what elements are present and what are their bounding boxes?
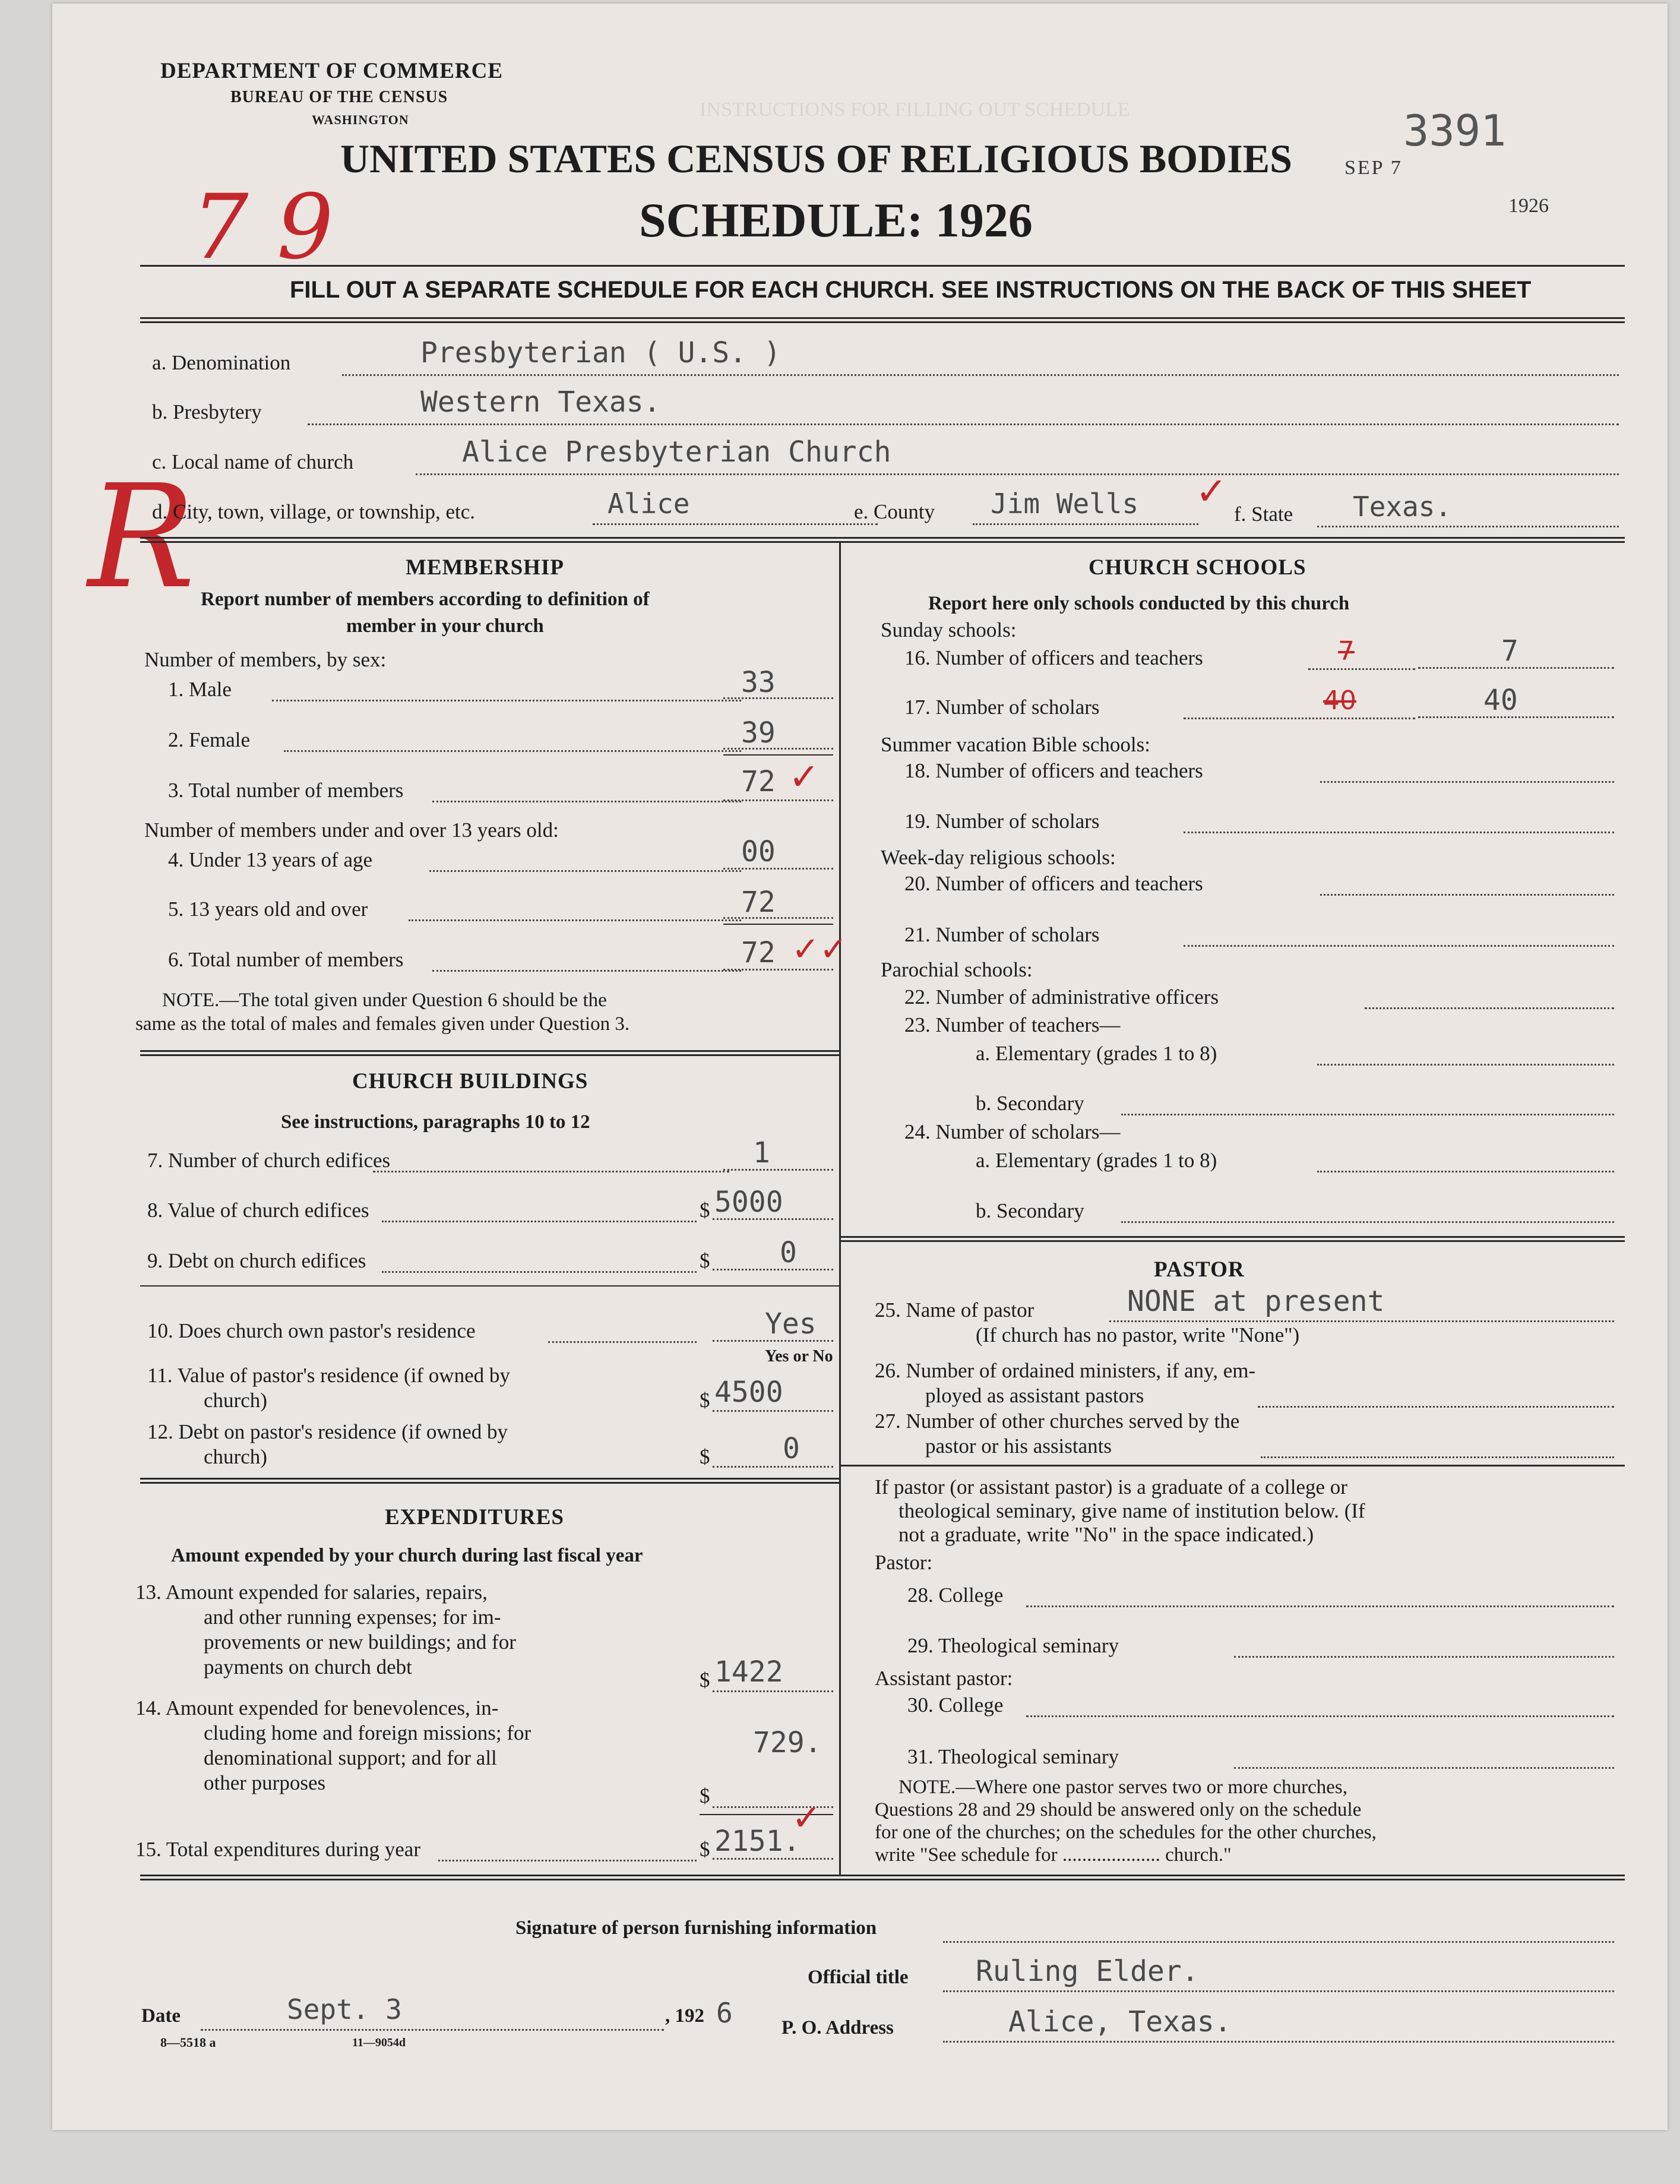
q26-label-line1: 26. Number of ordained ministers, if any, em- (875, 1359, 1256, 1382)
po-address-value[interactable]: Alice, Texas. (1008, 2005, 1232, 2038)
q25-value[interactable]: NONE at present (1127, 1285, 1385, 1318)
membership-note-line2: same as the total of males and females given under Question 3. (135, 1013, 630, 1035)
q16-label: 16. Number of officers and teachers (904, 646, 1203, 669)
q28-label: 28. College (907, 1584, 1004, 1607)
q15-check-mark: ✓ (792, 1797, 822, 1839)
signature-label: Signature of person furnishing information (515, 1917, 877, 1939)
pastor-subheading: Pastor: (875, 1551, 933, 1574)
pastor-note-line3: for one of the churches; on the schedules for the other churches, (875, 1822, 1377, 1843)
q12-label-line2: church) (204, 1445, 267, 1468)
church-buildings-heading: CHURCH BUILDINGS (352, 1069, 589, 1093)
q8-value[interactable]: 5000 (714, 1186, 783, 1219)
q7-value[interactable]: 1 (753, 1136, 770, 1170)
q9-value[interactable]: 0 (780, 1236, 797, 1269)
department-name: DEPARTMENT OF COMMERCE (160, 59, 504, 83)
q10-label: 10. Does church own pastor's residence (147, 1319, 476, 1342)
handwritten-r-mark: R (88, 454, 195, 620)
summer-schools-label: Summer vacation Bible schools: (881, 733, 1150, 756)
q27-label-line1: 27. Number of other churches served by the (875, 1409, 1240, 1433)
church-name-value[interactable]: Alice Presbyterian Church (462, 435, 891, 469)
form-schedule-year: SCHEDULE: 1926 (639, 193, 1033, 247)
red-check-mark: ✓ (1195, 470, 1227, 514)
state-value[interactable]: Texas. (1353, 491, 1452, 523)
q23-label: 23. Number of teachers— (904, 1013, 1121, 1036)
q27-label-line2: pastor or his assistants (925, 1434, 1112, 1458)
assistant-pastor-subheading: Assistant pastor: (875, 1667, 1013, 1690)
q14-label-line4: other purposes (204, 1771, 326, 1794)
q18-label: 18. Number of officers and teachers (904, 759, 1203, 782)
q11-dollar-sign: $ (700, 1389, 710, 1412)
date-year-prefix: , 192 (665, 2005, 704, 2027)
received-date-stamp: SEP 7 (1344, 157, 1403, 179)
pastor-note-line4: write "See schedule for .................... church." (875, 1844, 1232, 1866)
q3-check-mark: ✓ (789, 755, 820, 798)
bureau-name: BUREAU OF THE CENSUS (230, 88, 448, 106)
county-value[interactable]: Jim Wells (991, 488, 1139, 520)
q15-value[interactable]: 2151. (714, 1825, 801, 1858)
q16-value[interactable]: 7 (1501, 634, 1518, 668)
q10-answer-hint: Yes or No (765, 1347, 833, 1366)
q1-label: 1. Male (168, 678, 232, 701)
q14-label-line3: denominational support; and for all (204, 1746, 497, 1769)
q14-value[interactable]: 729. (753, 1726, 822, 1759)
q14-dollar-sign: $ (700, 1784, 710, 1807)
q11-label-line1: 11. Value of pastor's residence (if owned by (147, 1364, 510, 1387)
serial-number: 3391 (1403, 106, 1507, 156)
q31-label: 31. Theological seminary (907, 1745, 1119, 1768)
q13-label-line1: 13. Amount expended for salaries, repairs, (135, 1581, 488, 1604)
parochial-schools-label: Parochial schools: (881, 958, 1033, 981)
q17-label: 17. Number of scholars (904, 696, 1100, 719)
q13-label-line3: provements or new buildings; and for (204, 1630, 516, 1654)
instructions-banner: FILL OUT A SEPARATE SCHEDULE FOR EACH CHURCH. SEE INSTRUCTIONS ON THE BACK OF THIS SHEET (290, 277, 1532, 303)
denomination-value[interactable]: Presbyterian ( U.S. ) (420, 336, 781, 369)
members-by-sex-label: Number of members, by sex: (144, 648, 387, 671)
city-label: d. City, town, village, or township, etc. (152, 500, 476, 523)
members-by-age-label: Number of members under and over 13 years old: (144, 818, 559, 842)
q9-dollar-sign: $ (700, 1249, 710, 1272)
q25-label: 25. Name of pastor (875, 1298, 1034, 1322)
graduate-note-line3: not a graduate, write "No" in the space indicated.) (898, 1523, 1314, 1546)
q4-value[interactable]: 00 (741, 835, 776, 868)
date-year-suffix[interactable]: 6 (716, 1997, 733, 2029)
pastor-heading: PASTOR (1154, 1257, 1245, 1282)
church-schools-heading: CHURCH SCHOOLS (1089, 555, 1306, 580)
denomination-label: a. Denomination (152, 351, 291, 374)
presbytery-label: b. Presbytery (152, 400, 262, 423)
q13-label-line2: and other running expenses; for im- (204, 1605, 501, 1629)
q6-label: 6. Total number of members (168, 948, 404, 971)
graduate-note-line1: If pastor (or assistant pastor) is a graduate of a college or (875, 1475, 1347, 1499)
church-name-label: c. Local name of church (152, 450, 354, 473)
q1-value[interactable]: 33 (741, 666, 776, 699)
state-label: f. State (1234, 502, 1293, 526)
received-year-stamp: 1926 (1508, 195, 1549, 217)
church-buildings-instruction: See instructions, paragraphs 10 to 12 (281, 1111, 590, 1133)
membership-instruction-line1: Report number of members according to definition of (201, 589, 650, 610)
q14-label-line1: 14. Amount expended for benevolences, in- (135, 1696, 499, 1720)
q29-label: 29. Theological seminary (907, 1634, 1119, 1657)
expenditures-instruction: Amount expended by your church during last fiscal year (171, 1545, 643, 1566)
q24b-label: b. Secondary (976, 1199, 1084, 1222)
graduate-note-line2: theological seminary, give name of institution below. (If (898, 1499, 1365, 1522)
q12-label-line1: 12. Debt on pastor's residence (if owned by (147, 1420, 508, 1443)
q24-label: 24. Number of scholars— (904, 1120, 1121, 1143)
q25-hint: (If church has no pastor, write "None") (976, 1323, 1300, 1347)
q7-label: 7. Number of church edifices (147, 1149, 391, 1172)
handwritten-number: 7 9 (192, 176, 334, 279)
q3-label: 3. Total number of members (168, 779, 404, 802)
church-schools-instruction: Report here only schools conducted by this church (928, 593, 1350, 614)
print-code: 11—9054d (352, 2036, 406, 2049)
pastor-note-line1: NOTE.—Where one pastor serves two or more churches, (898, 1777, 1347, 1798)
city-value[interactable]: Alice (608, 488, 690, 520)
q26-label-line2: ployed as assistant pastors (925, 1384, 1144, 1407)
date-label: Date (141, 2005, 181, 2027)
q15-label: 15. Total expenditures during year (135, 1838, 420, 1861)
q23a-label: a. Elementary (grades 1 to 8) (976, 1042, 1217, 1065)
q17-crossed-value: 40 (1323, 685, 1356, 716)
form-title: UNITED STATES CENSUS OF RELIGIOUS BODIES (340, 136, 1292, 181)
census-schedule-sheet (52, 4, 1668, 2130)
q13-dollar-sign: $ (700, 1668, 710, 1692)
county-label: e. County (854, 500, 935, 523)
official-title-value[interactable]: Ruling Elder. (976, 1955, 1199, 1988)
q8-dollar-sign: $ (700, 1199, 710, 1222)
q13-value[interactable]: 1422 (714, 1655, 783, 1689)
membership-instruction-line2: member in your church (346, 615, 544, 637)
q12-dollar-sign: $ (700, 1445, 710, 1468)
q2-label: 2. Female (168, 728, 251, 751)
q8-label: 8. Value of church edifices (147, 1199, 369, 1222)
q24a-label: a. Elementary (grades 1 to 8) (976, 1149, 1217, 1172)
q11-value[interactable]: 4500 (714, 1376, 783, 1409)
q21-label: 21. Number of scholars (904, 923, 1100, 946)
q6-value[interactable]: 72 (741, 936, 776, 969)
q3-value[interactable]: 72 (741, 765, 776, 798)
q30-label: 30. College (907, 1693, 1004, 1717)
membership-heading: MEMBERSHIP (406, 555, 564, 580)
q20-label: 20. Number of officers and teachers (904, 872, 1203, 895)
expenditures-heading: EXPENDITURES (385, 1505, 564, 1529)
form-number: 8—5518 a (160, 2035, 216, 2050)
date-value[interactable]: Sept. 3 (287, 1993, 402, 2025)
q10-value[interactable]: Yes (765, 1307, 817, 1341)
q5-label: 5. 13 years old and over (168, 897, 368, 921)
q12-value[interactable]: 0 (783, 1432, 800, 1465)
q14-label-line2: cluding home and foreign missions; for (204, 1721, 531, 1744)
q16-crossed-value: 7 (1338, 636, 1355, 666)
q2-value[interactable]: 39 (741, 716, 776, 750)
q13-label-line4: payments on church debt (204, 1655, 412, 1679)
q11-label-line2: church) (204, 1389, 267, 1412)
q4-label: 4. Under 13 years of age (168, 848, 373, 871)
official-title-label: Official title (808, 1967, 909, 1988)
q23b-label: b. Secondary (976, 1092, 1084, 1115)
weekday-schools-label: Week-day religious schools: (881, 846, 1116, 869)
membership-note-line1: NOTE.—The total given under Question 6 should be the (162, 990, 607, 1011)
q6-check-marks: ✓✓ (792, 930, 847, 969)
bleed-through-text: INSTRUCTIONS FOR FILLING OUT SCHEDULE (700, 99, 1130, 121)
q22-label: 22. Number of administrative officers (904, 985, 1219, 1009)
q9-label: 9. Debt on church edifices (147, 1249, 366, 1272)
q19-label: 19. Number of scholars (904, 810, 1100, 833)
q15-dollar-sign: $ (700, 1838, 710, 1861)
pastor-note-line2: Questions 28 and 29 should be answered only on the schedule (875, 1799, 1362, 1820)
sunday-schools-label: Sunday schools: (881, 618, 1017, 641)
q17-value[interactable]: 40 (1483, 684, 1518, 717)
q5-value[interactable]: 72 (741, 886, 776, 919)
po-address-label: P. O. Address (782, 2017, 894, 2038)
bureau-location: WASHINGTON (312, 112, 409, 127)
presbytery-value[interactable]: Western Texas. (420, 385, 661, 419)
